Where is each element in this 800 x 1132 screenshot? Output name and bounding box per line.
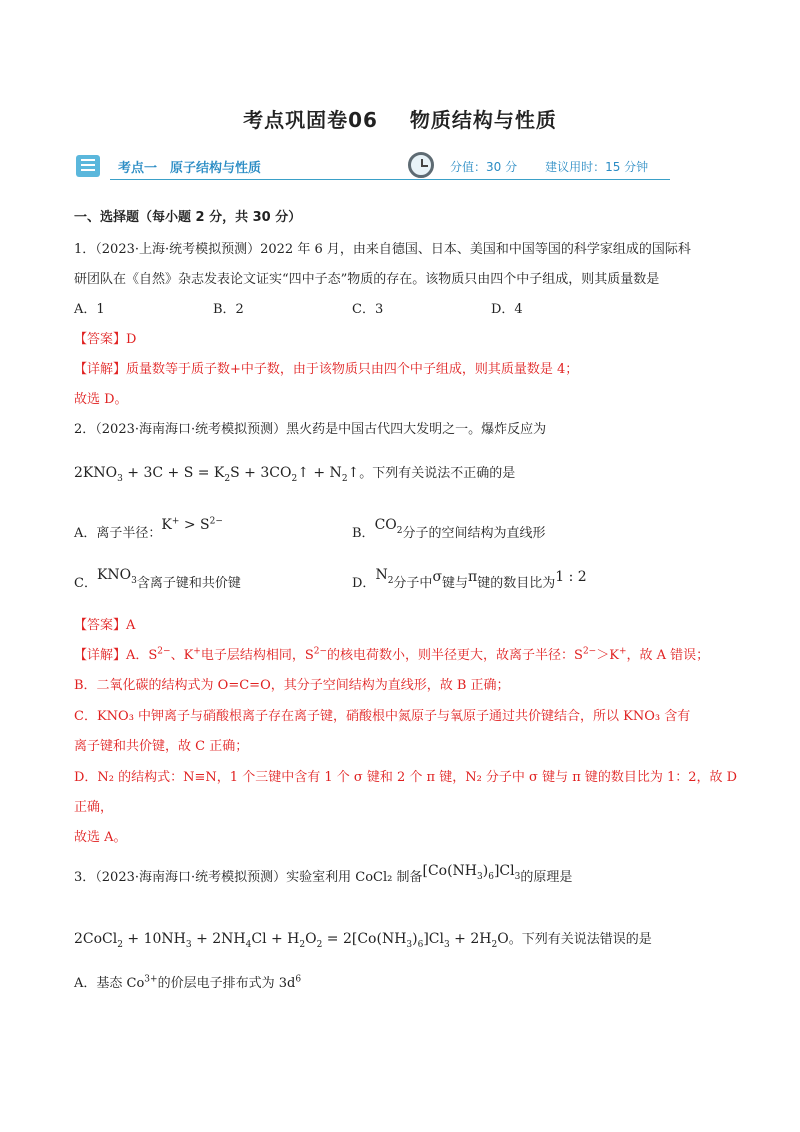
q2-option-b bbox=[352, 517, 546, 544]
section-label: 考点一 原子结构与性质 bbox=[118, 161, 262, 176]
q3-option-a: A．基态 $Co^{3+}$的价层电子排布式为 $3d^6$ bbox=[74, 974, 302, 991]
q1-option-a: A．1 bbox=[74, 302, 105, 317]
q1-conclusion: 故选 D。 bbox=[74, 392, 128, 407]
q2-option-b-label: B． bbox=[352, 526, 375, 541]
q2-detail-a-3: 电子层结构相同，S bbox=[200, 648, 314, 663]
sigma-symbol: σ bbox=[432, 569, 442, 585]
q2-equation-tail: 。下列有关说法不正确的是 bbox=[359, 466, 516, 481]
q1-option-b: B．2 bbox=[213, 302, 244, 317]
q2-option-a-label: A．离子半径： bbox=[74, 526, 162, 541]
q2-option-c-label: C． bbox=[74, 576, 97, 591]
q2-equation-line bbox=[74, 462, 515, 484]
q2-option-a-formula: $K^+ > S^{2-}$ bbox=[161, 516, 223, 533]
q3-option-a-text: A．基态 Co bbox=[74, 976, 145, 991]
q2-detail-d1: D．N₂ 的结构式：N≡N，1 个三键中含有 1 个 σ 键和 2 个 π 键，N₂ 分子中 σ 键与 π 键的数目比为 1：2，故 D bbox=[74, 770, 738, 785]
q2-detail-c2: 离子键和共价键，故 C 正确； bbox=[74, 739, 249, 754]
q2-option-d-text3: 键的数目比为 bbox=[477, 576, 556, 591]
page-title bbox=[0, 104, 800, 133]
q2-detail-a-2: 、K bbox=[170, 648, 194, 663]
q2-option-c-text: 含离子键和共价键 bbox=[136, 576, 241, 591]
clock-icon bbox=[408, 152, 434, 178]
ratio-value: 1 : 2 bbox=[555, 569, 587, 585]
time-label: 建议用时：15 分钟 bbox=[545, 160, 649, 174]
q1-answer: 【答案】D bbox=[74, 332, 137, 347]
q3-equation: 2CoCl$_2$ + $10NH_3 + 2NH_4Cl + H_2O_2 = 2[Co(NH_3)_6]Cl_3 + 2H_2O$ bbox=[74, 931, 509, 950]
pi-symbol: π bbox=[468, 569, 478, 585]
notebook-icon bbox=[76, 155, 100, 177]
q2-option-c bbox=[74, 567, 241, 594]
q3-equation-tail: 。下列有关说法错误的是 bbox=[508, 932, 652, 947]
section-heading: 一、选择题（每小题 2 分，共 30 分） bbox=[74, 210, 302, 225]
q2-option-d-text2: 键与 bbox=[442, 576, 469, 591]
q3-equation-line bbox=[74, 928, 652, 950]
q2-option-d-formula: $N_2$ bbox=[375, 567, 394, 586]
q1-option-d: D．4 bbox=[491, 302, 523, 317]
q3-line1-tail: 的原理是 bbox=[520, 870, 573, 885]
score-label: 分值：30 分 bbox=[450, 160, 518, 174]
q2-option-b-text: 分子的空间结构为直线形 bbox=[402, 526, 546, 541]
q2-equation: $2KNO_3 + 3C + S = K_2S$ + $3CO_2↑$ + $N_2↑$ bbox=[74, 465, 360, 484]
q3-line1-text: 3．（2023·海南海口·统考模拟预测）实验室利用 CoCl₂ 制备 bbox=[74, 870, 423, 885]
title-part2: 物质结构与性质 bbox=[409, 108, 557, 132]
section-banner bbox=[74, 150, 670, 186]
q2-detail-a: 【详解】A．$S^{2-}$、K+电子层结构相同，$S^{2-}$的核电荷数小，则半径更大，故离子半径：$S^{2-}>K^+$，故 A 错误； bbox=[74, 646, 710, 663]
q2-answer: 【答案】A bbox=[74, 618, 136, 633]
q1-line2: 研团队在《自然》杂志发表论文证实“四中子态”物质的存在。该物质只由四个中子组成，则其质量数是 bbox=[74, 272, 660, 287]
q2-detail-a-6: ，故 A 错误； bbox=[626, 648, 710, 663]
section-meta bbox=[450, 158, 648, 175]
q2-detail-c1: C．KNO₃ 中钾离子与硝酸根离子存在离子键，硝酸根中氮原子与氧原子通过共价键结合，所以 KNO₃ 含有 bbox=[74, 709, 691, 724]
q2-option-a bbox=[74, 516, 223, 541]
q2-line1: 2．（2023·海南海口·统考模拟预测）黑火药是中国古代四大发明之一。爆炸反应为 bbox=[74, 422, 547, 437]
q2-detail-b: B．二氧化碳的结构式为 O=C=O，其分子空间结构为直线形，故 B 正确； bbox=[74, 678, 510, 693]
q2-option-d-label: D． bbox=[352, 576, 376, 591]
q2-option-b-formula: $CO_2$ bbox=[374, 517, 403, 536]
q2-detail-a-1: 【详解】A．S bbox=[74, 648, 158, 663]
q1-detail: 【详解】质量数等于质子数+中子数，由于该物质只由四个中子组成，则其质量数是 4； bbox=[74, 362, 579, 377]
title-part1: 考点巩固卷06 bbox=[243, 108, 378, 132]
q2-detail-a-5: ＞K bbox=[596, 648, 619, 663]
banner-underline bbox=[110, 179, 670, 180]
q2-conclusion: 故选 A。 bbox=[74, 830, 127, 845]
q1-option-c: C．3 bbox=[352, 302, 384, 317]
q2-option-c-formula: $KNO_3$ bbox=[96, 567, 137, 586]
q2-detail-d2: 正确， bbox=[74, 800, 114, 815]
q3-line1 bbox=[74, 863, 573, 888]
q2-option-d bbox=[352, 567, 587, 594]
q2-detail-a-4: 的核电荷数小，则半径更大，故离子半径：S bbox=[327, 648, 583, 663]
q3-option-a-text2: 的价层电子排布式为 3d bbox=[157, 976, 296, 991]
q1-line1: 1．（2023·上海·统考模拟预测）2022 年 6 月，由来自德国、日本、美国和中国等国的科学家组成的国际科 bbox=[74, 242, 691, 257]
q3-complex-formula: $[Co(NH_3)_6]Cl_3$ bbox=[422, 863, 521, 882]
q2-option-d-text1: 分子中 bbox=[393, 576, 433, 591]
